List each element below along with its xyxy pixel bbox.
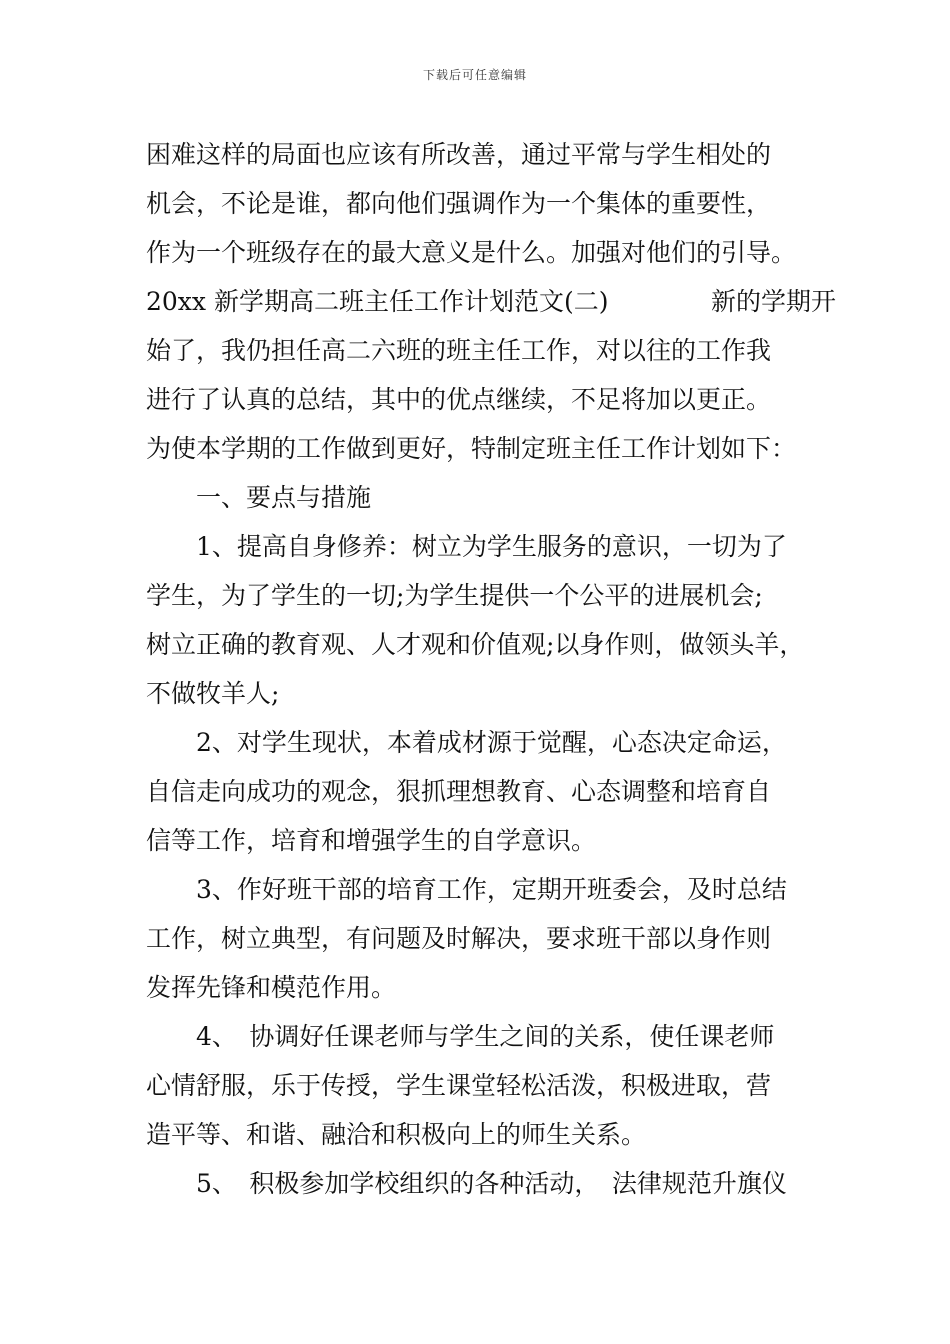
text-line: 作为一个班级存在的最大意义是什么。加强对他们的引导。	[146, 238, 797, 267]
text-line: 信等工作，培育和增强学生的自学意识。	[146, 826, 597, 855]
text-line: 1、提高自身修养：树立为学生服务的意识，一切为了	[196, 532, 787, 561]
text-line: 2、对学生现状，本着成材源于觉醒，心态决定命运，	[196, 728, 787, 757]
text-line: 发挥先锋和模范作用。	[146, 973, 397, 1002]
text-line: 心情舒服，乐于传授，学生课堂轻松活泼，积极进取，营	[146, 1071, 772, 1100]
text-line: 困难这样的局面也应该有所改善，通过平常与学生相处的	[146, 140, 772, 169]
text-line: 机会，不论是谁，都向他们强调作为一个集体的重要性，	[146, 189, 772, 218]
document-body	[146, 130, 836, 1208]
text-line: 为使本学期的工作做到更好，特制定班主任工作计划如下：	[146, 434, 797, 463]
text-line: 自信走向成功的观念，狠抓理想教育、心态调整和培育自	[146, 777, 772, 806]
section-title-line	[146, 277, 836, 326]
text-line: 造平等、和谐、融洽和积极向上的师生关系。	[146, 1120, 647, 1149]
text-line: 不做牧羊人;	[146, 679, 280, 708]
text-line: 5、 积极参加学校组织的各种活动， 法律规范升旗仪	[196, 1169, 787, 1198]
paragraph-start: 新的学期开	[710, 287, 836, 316]
text-line: 树立正确的教育观、人才观和价值观;以身作则，做领头羊，	[146, 630, 805, 659]
text-line: 学生，为了学生的一切;为学生提供一个公平的进展机会;	[146, 581, 763, 610]
subheading: 一、要点与措施	[196, 483, 372, 512]
text-line: 4、 协调好任课老师与学生之间的关系，使任课老师	[196, 1022, 775, 1051]
page-header: 下载后可任意编辑	[422, 68, 527, 82]
text-line: 进行了认真的总结，其中的优点继续，不足将加以更正。	[146, 385, 772, 414]
text-line: 始了，我仍担任高二六班的班主任工作，对以往的工作我	[146, 336, 772, 365]
section-title: 20xx 新学期高二班主任工作计划范文(二)	[146, 287, 609, 316]
subheading-line	[146, 473, 836, 522]
text-line: 工作，树立典型，有问题及时解决，要求班干部以身作则	[146, 924, 772, 953]
text-line: 3、作好班干部的培育工作，定期开班委会，及时总结	[196, 875, 787, 904]
